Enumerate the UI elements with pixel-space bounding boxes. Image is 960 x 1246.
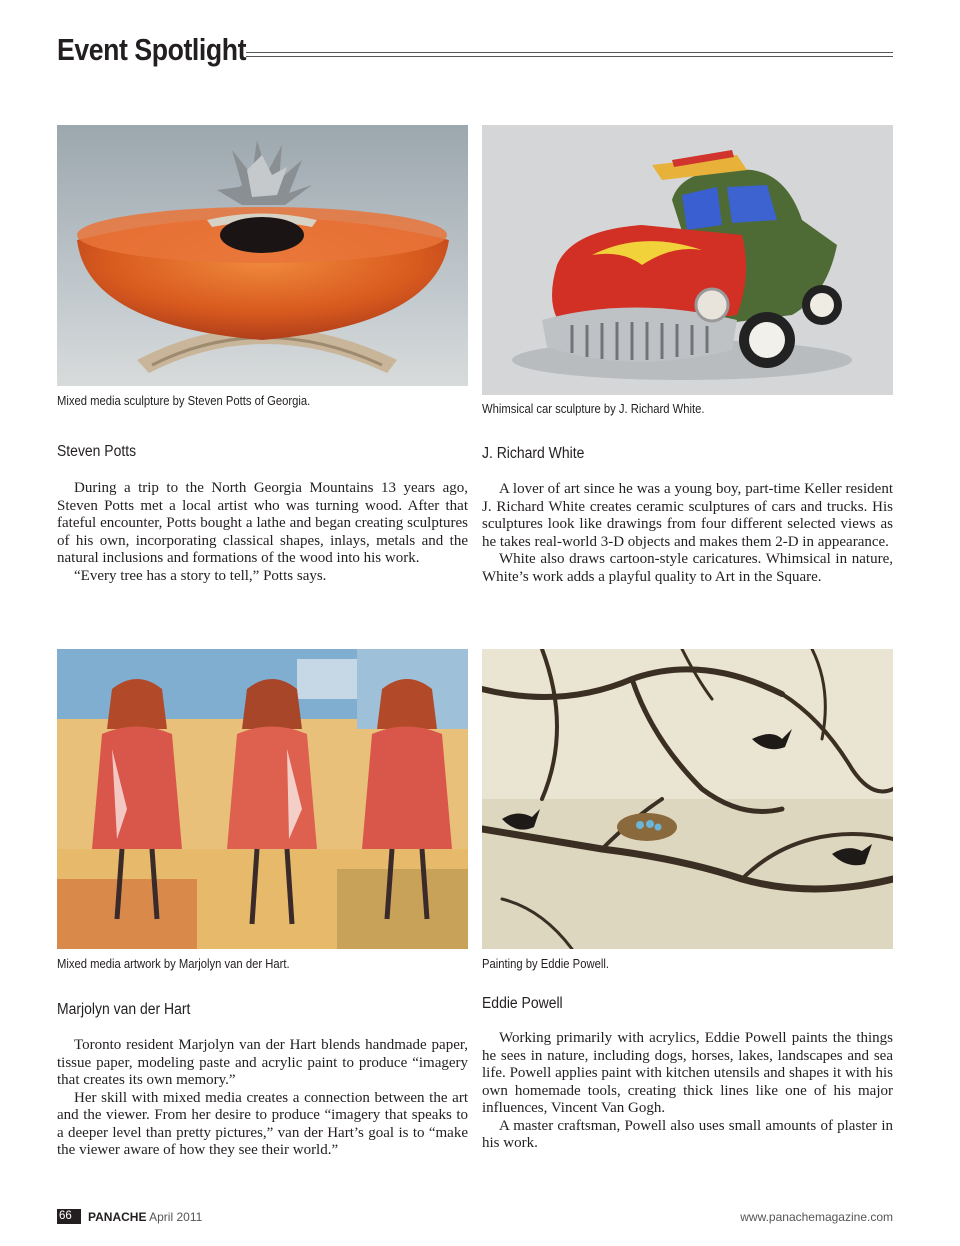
artist-name: Marjolyn van der Hart <box>57 1001 191 1018</box>
photo-potts-sculpture <box>57 125 468 386</box>
paragraph: Her skill with mixed media creates a connection between the art and the viewer. From her desire to produce “imagery that speaks to a deeper level than pretty pictures,” van der Hart’s goal is to “make the viewer aware of how they see their world.” <box>57 1089 468 1158</box>
page-number-text: 66 <box>59 1210 72 1222</box>
photo-caption: Painting by Eddie Powell. <box>482 957 609 971</box>
paragraph: White also draws cartoon-style caricatures. Whimsical in nature, White’s work adds a playful quality to Art in the Square. <box>482 551 893 585</box>
photo-powell-painting <box>482 649 893 949</box>
title-rule <box>246 56 893 57</box>
artist-name: Eddie Powell <box>482 995 563 1012</box>
photo-caption: Whimsical car sculpture by J. Richard White. <box>482 402 705 416</box>
photo-van-der-hart-artwork <box>57 649 468 949</box>
photo-caption: Mixed media artwork by Marjolyn van der Hart. <box>57 957 290 971</box>
photo-caption: Mixed media sculpture by Steven Potts of Georgia. <box>57 394 311 408</box>
paragraph: “Every tree has a story to tell,” Potts says. <box>74 567 327 584</box>
paragraph: Working primarily with acrylics, Eddie Powell paints the things he sees in nature, including dogs, horses, lakes, landscapes and sea life. Powell applies paint with kitchen utensils and shapes it with his own homemade tools, creating thick lines like one of his major influences, Vincent Van Gogh. <box>482 1030 893 1116</box>
paragraph: During a trip to the North Georgia Mountains 13 years ago, Steven Potts met a local artist who was turning wood. After that fateful encounter, Potts bought a lathe and began creating sculptures of his own, incorporating classical shapes, inlays, metals and the natural inclusions and formations of the wood into his work. <box>57 480 468 566</box>
page-number <box>57 1209 81 1224</box>
article-body <box>57 1037 468 1160</box>
website-url: www.panachemagazine.com <box>740 1210 893 1224</box>
publication-line <box>88 1210 202 1224</box>
paragraph: A master craftsman, Powell also uses small amounts of plaster in his work. <box>482 1117 893 1151</box>
title-rule <box>246 52 893 53</box>
artist-name: Steven Potts <box>57 443 137 460</box>
paragraph: Toronto resident Marjolyn van der Hart blends handmade paper, tissue paper, modeling paste and acrylic paint to produce “imagery that creates its own memory.” <box>57 1037 468 1088</box>
publication-name: PANACHE <box>88 1210 147 1224</box>
page-title: Event Spotlight <box>57 32 247 67</box>
article-body <box>482 481 893 586</box>
photo-white-car <box>482 125 893 395</box>
article-body <box>57 480 468 585</box>
issue-date: April 2011 <box>149 1210 203 1224</box>
artist-name: J. Richard White <box>482 445 585 462</box>
paragraph: A lover of art since he was a young boy, part-time Keller resident J. Richard White creates ceramic sculptures of cars and trucks. His sculptures look like drawings from four different selected views as he takes real-world 3-D objects and makes them 2-D in appearance. <box>482 481 893 550</box>
article-body <box>482 1030 893 1153</box>
